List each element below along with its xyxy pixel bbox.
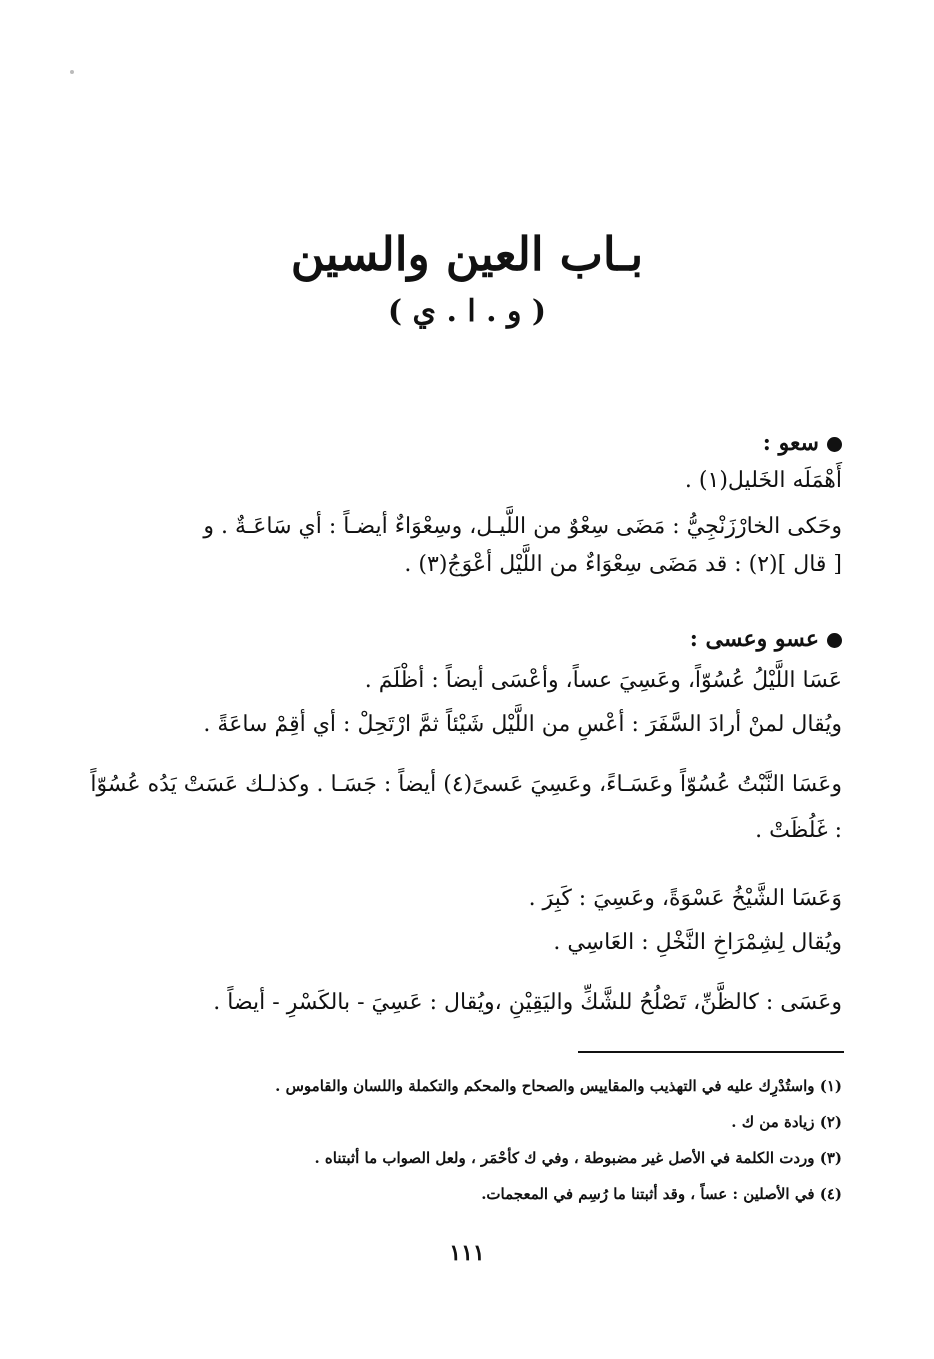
bullet-icon [827,437,842,452]
footnote: (٣) وردت الكلمة في الأصل غير مضبوطة ، وفي ك كأحْمَر ، ولعل الصواب ما أثبتناه . [314,1149,842,1167]
scan-speck [70,70,74,74]
entry-line: ويُقال لمنْ أرادَ السَّفَرَ : أعْسِ من اللَّيْل شَيْئاً ثمَّ ارْتَحِلْ : أي أقِمْ ساعَةً . [203,712,842,737]
entry-line: وعَسَا النَّبْتُ عُسُوّاً وعَسَـاءً، وعَسِيَ عَسىً(٤) أيضاً : جَسَـا . وكذلـك عَسَتْ يَدُه عُسُوّاً : غَلُظَتْ . [90,772,842,843]
entry-line: وَعَسَا الشَّيْخُ عَسْوَةً، وعَسِيَ : كَبِرَ . [528,886,842,911]
entry-heading [82,424,842,462]
chapter-title: بـاب العين والسين [290,227,644,281]
entry-heading [82,620,842,658]
page-number: ١١١ [449,1240,485,1266]
bullet-icon [827,633,842,648]
footnote: (٢) زيادة من ك . [731,1113,842,1131]
entry-asw [82,620,842,1022]
footnote: (٤) في الأصلين : عساً ، وقد أثبتنا ما رُسِم في المعجمات. [481,1185,842,1203]
entry-line: أَهْمَلَه الخَليل(١) . [684,468,842,493]
entry-line: عَسَا اللَّيْلُ عُسُوّاً، وعَسِيَ عساً، وأعْسَى أيضاً : أظْلَمَ . [364,668,842,693]
footnotes [142,1068,842,1212]
footnote-separator [578,1051,844,1053]
entry-line: وحَكى الخارْزَنْجِيُّ : مَضَى سِعْوٌ من اللَّيـل، وسِعْوَاءٌ أيضـاً : أي سَاعَـةٌ . و [203,514,842,539]
entry-line: ويُقال لِشِمْرَاخِ النَّخْلِ : العَاسِي . [553,930,842,955]
chapter-subtitle: ( و . ا . ي ) [387,294,547,329]
entry-line: [ قال ](٢) : قد مَضَى سِعْوَاءٌ من اللَّيْل أعْوَجُ(٣) . [404,552,842,577]
footnote: (١) واستُدْرِك عليه في التهذيب والمقاييس والصحاح والمحكم والتكملة واللسان والقاموس . [275,1077,842,1095]
entry-line: وعَسَى : كالظَّنِّ، تَصْلُحُ للشَّكِّ واليَقِيْنِ ،ويُقال : عَسِيَ - بالكَسْرِ - أيضاً . [213,990,842,1015]
entry-saw [82,424,842,584]
entry-heading-text: سعو : [762,430,819,456]
entry-heading-text: عسو وعسى : [689,626,819,652]
